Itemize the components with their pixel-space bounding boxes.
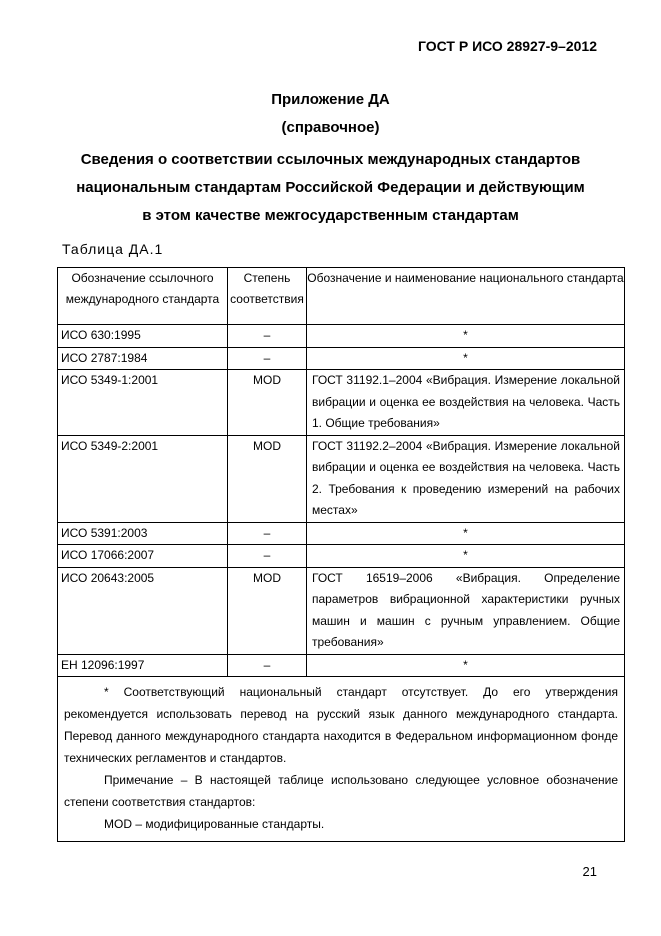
table-notes — [58, 677, 625, 842]
degree-cell: MOD — [228, 370, 307, 436]
table-row — [58, 347, 625, 370]
column-header-ref: Обозначение ссылочного международного стандарта — [58, 268, 228, 325]
heading-line-3: в этом качестве межгосударственным стандартам — [142, 207, 519, 224]
degree-cell: – — [228, 325, 307, 348]
table-notes-row — [58, 677, 625, 842]
national-cell: ГОСТ 16519–2006 «Вибрация. Определение параметров вибрационной характеристики ручных машин и машин с ручным управлением. Общие требования» — [307, 567, 625, 654]
degree-cell: – — [228, 654, 307, 677]
table-header-row — [58, 268, 625, 325]
national-cell: ГОСТ 31192.2–2004 «Вибрация. Измерение локальной вибрации и оценка ее воздействия на человека. Часть 2. Требования к проведению измерений на рабочих местах» — [307, 435, 625, 522]
degree-cell: – — [228, 545, 307, 568]
ref-cell: ИСО 5391:2003 — [58, 522, 228, 545]
national-cell: * — [307, 325, 625, 348]
degree-cell: – — [228, 522, 307, 545]
column-header-national: Обозначение и наименование национального стандарта — [307, 268, 625, 325]
ref-cell: ЕН 12096:1997 — [58, 654, 228, 677]
ref-cell: ИСО 2787:1984 — [58, 347, 228, 370]
national-cell: * — [307, 654, 625, 677]
standard-code: ГОСТ Р ИСО 28927-9–2012 — [418, 38, 597, 54]
table-body — [58, 325, 625, 842]
table-row — [58, 654, 625, 677]
footnote: * Соответствующий национальный стандарт отсутствует. До его утверждения рекомендуется использовать перевод на русский язык данного международного стандарта. Перевод данного международного стандарта находится в Федеральном информационном фонде технических регламентов и стандартов. — [64, 685, 618, 765]
degree-cell: – — [228, 347, 307, 370]
heading-line-2: национальным стандартам Российской Федерации и действующим — [76, 179, 585, 196]
mod-definition: MOD – модифицированные стандарты. — [104, 817, 325, 831]
degree-cell: MOD — [228, 435, 307, 522]
table-row — [58, 325, 625, 348]
appendix-subtitle: (справочное) — [281, 119, 380, 136]
page-number: 21 — [582, 864, 597, 879]
degree-cell: MOD — [228, 567, 307, 654]
appendix-title: Приложение ДА — [271, 91, 390, 108]
national-cell: * — [307, 545, 625, 568]
table-row — [58, 435, 625, 522]
table-row — [58, 522, 625, 545]
ref-cell: ИСО 5349-1:2001 — [58, 370, 228, 436]
column-header-degree: Степень соответствия — [228, 268, 307, 325]
national-cell: * — [307, 522, 625, 545]
national-cell: ГОСТ 31192.1–2004 «Вибрация. Измерение локальной вибрации и оценка ее воздействия на человека. Часть 1. Общие требования» — [307, 370, 625, 436]
table-row — [58, 370, 625, 436]
table-row — [58, 545, 625, 568]
correspondence-table — [57, 267, 625, 842]
ref-cell: ИСО 17066:2007 — [58, 545, 228, 568]
ref-cell: ИСО 5349-2:2001 — [58, 435, 228, 522]
appendix-heading — [0, 86, 661, 229]
ref-cell: ИСО 20643:2005 — [58, 567, 228, 654]
heading-line-1: Сведения о соответствии ссылочных международных стандартов — [80, 151, 581, 168]
note: Примечание – В настоящей таблице использовано следующее условное обозначение степени соответствия стандартов: — [64, 773, 618, 809]
national-cell: * — [307, 347, 625, 370]
ref-cell: ИСО 630:1995 — [58, 325, 228, 348]
table-label: Таблица ДА.1 — [62, 241, 164, 257]
table-row — [58, 567, 625, 654]
